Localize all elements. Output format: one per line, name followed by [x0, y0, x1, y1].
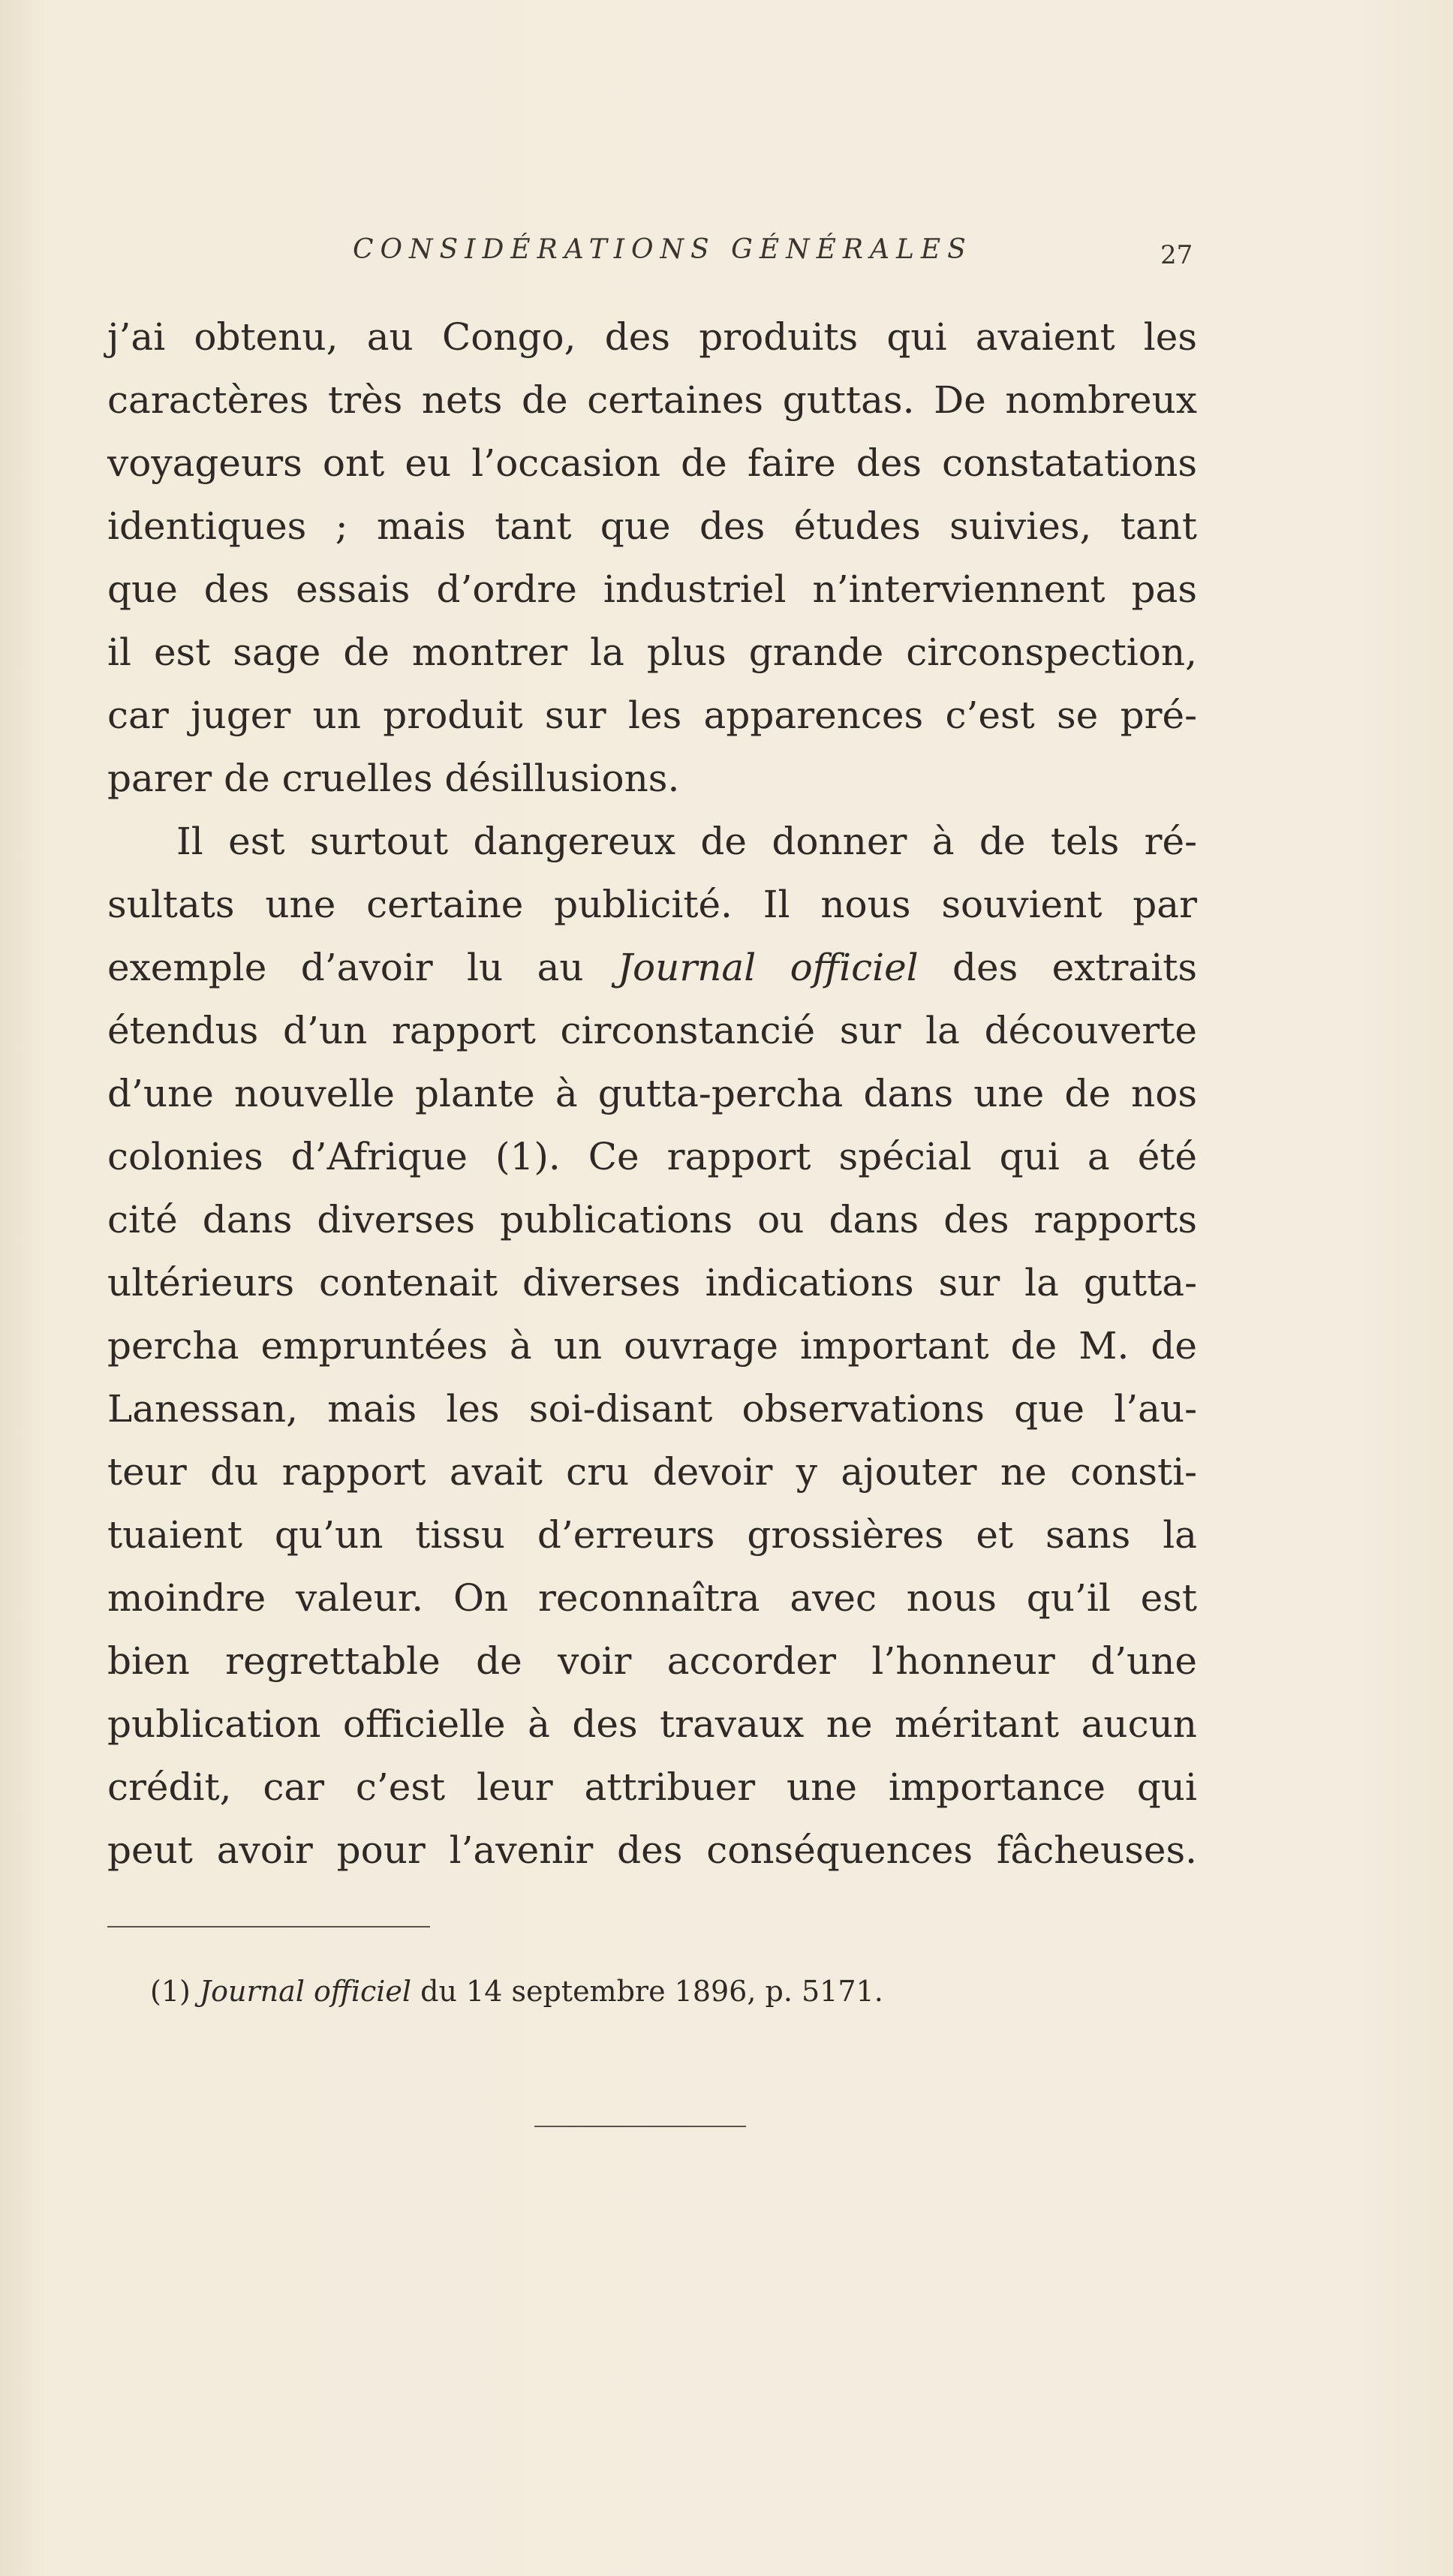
- text-line: bien regrettable de voir accorder l’honneur d’une: [107, 1639, 1197, 1683]
- text-line: parer de cruelles désillusions.: [107, 757, 680, 800]
- text-line: Il est surtout dangereux de donner à de tels ré-: [176, 820, 1197, 863]
- text-line: voyageurs ont eu l’occasion de faire des constatations: [107, 441, 1197, 485]
- text-line-with-italic: [107, 936, 1197, 999]
- footnote-text: du 14 septembre 1896, p. 5171.: [420, 1975, 883, 2008]
- text-line: sultats une certaine publicité. Il nous souvient par: [107, 883, 1197, 926]
- text-line: étendus d’un rapport circonstancié sur la découverte: [107, 1009, 1197, 1052]
- text-line: caractères très nets de certaines guttas. De nombreux: [107, 378, 1197, 422]
- running-head-title: CONSIDÉRATIONS GÉNÉRALES: [353, 234, 973, 265]
- text-line: car juger un produit sur les apparences c’est se pré-: [107, 694, 1197, 737]
- footnote-divider: [107, 1926, 430, 1927]
- footnote-marker: (1): [150, 1975, 191, 2008]
- text-line: moindre valeur. On reconnaîtra avec nous qu’il est: [107, 1576, 1197, 1620]
- text-line: colonies d’Afrique (1). Ce rapport spécial qui a été: [107, 1135, 1197, 1178]
- text-line: tuaient qu’un tissu d’erreurs grossières et sans la: [107, 1513, 1197, 1557]
- text-line: ultérieurs contenait diverses indications sur la gutta-: [107, 1261, 1197, 1305]
- text-fragment: des extraits: [952, 946, 1197, 989]
- journal-title: Journal officiel: [617, 946, 919, 989]
- text-line: Lanessan, mais les soi-disant observations que l’au-: [107, 1387, 1197, 1431]
- end-divider: [534, 2126, 746, 2127]
- text-line: il est sage de montrer la plus grande circonspection,: [107, 630, 1197, 674]
- footnote: [150, 1973, 883, 2010]
- footnote-source: Journal officiel: [199, 1975, 412, 2008]
- text-line: d’une nouvelle plante à gutta-percha dans une de nos: [107, 1072, 1197, 1115]
- page-number: 27: [1160, 240, 1193, 270]
- text-line: peut avoir pour l’avenir des conséquences fâcheuses.: [107, 1828, 1197, 1872]
- text-line: cité dans diverses publications ou dans des rapports: [107, 1198, 1197, 1241]
- text-line: que des essais d’ordre industriel n’interviennent pas: [107, 567, 1197, 611]
- text-line: crédit, car c’est leur attribuer une importance qui: [107, 1765, 1197, 1809]
- text-line: identiques ; mais tant que des études suivies, tant: [107, 504, 1197, 548]
- text-line: percha empruntées à un ouvrage important de M. de: [107, 1324, 1197, 1368]
- text-line: teur du rapport avait cru devoir y ajouter ne consti-: [107, 1450, 1197, 1494]
- text-fragment: exemple d’avoir lu au: [107, 946, 584, 989]
- text-line: j’ai obtenu, au Congo, des produits qui avaient les: [107, 315, 1197, 359]
- text-line: publication officielle à des travaux ne méritant aucun: [107, 1702, 1197, 1746]
